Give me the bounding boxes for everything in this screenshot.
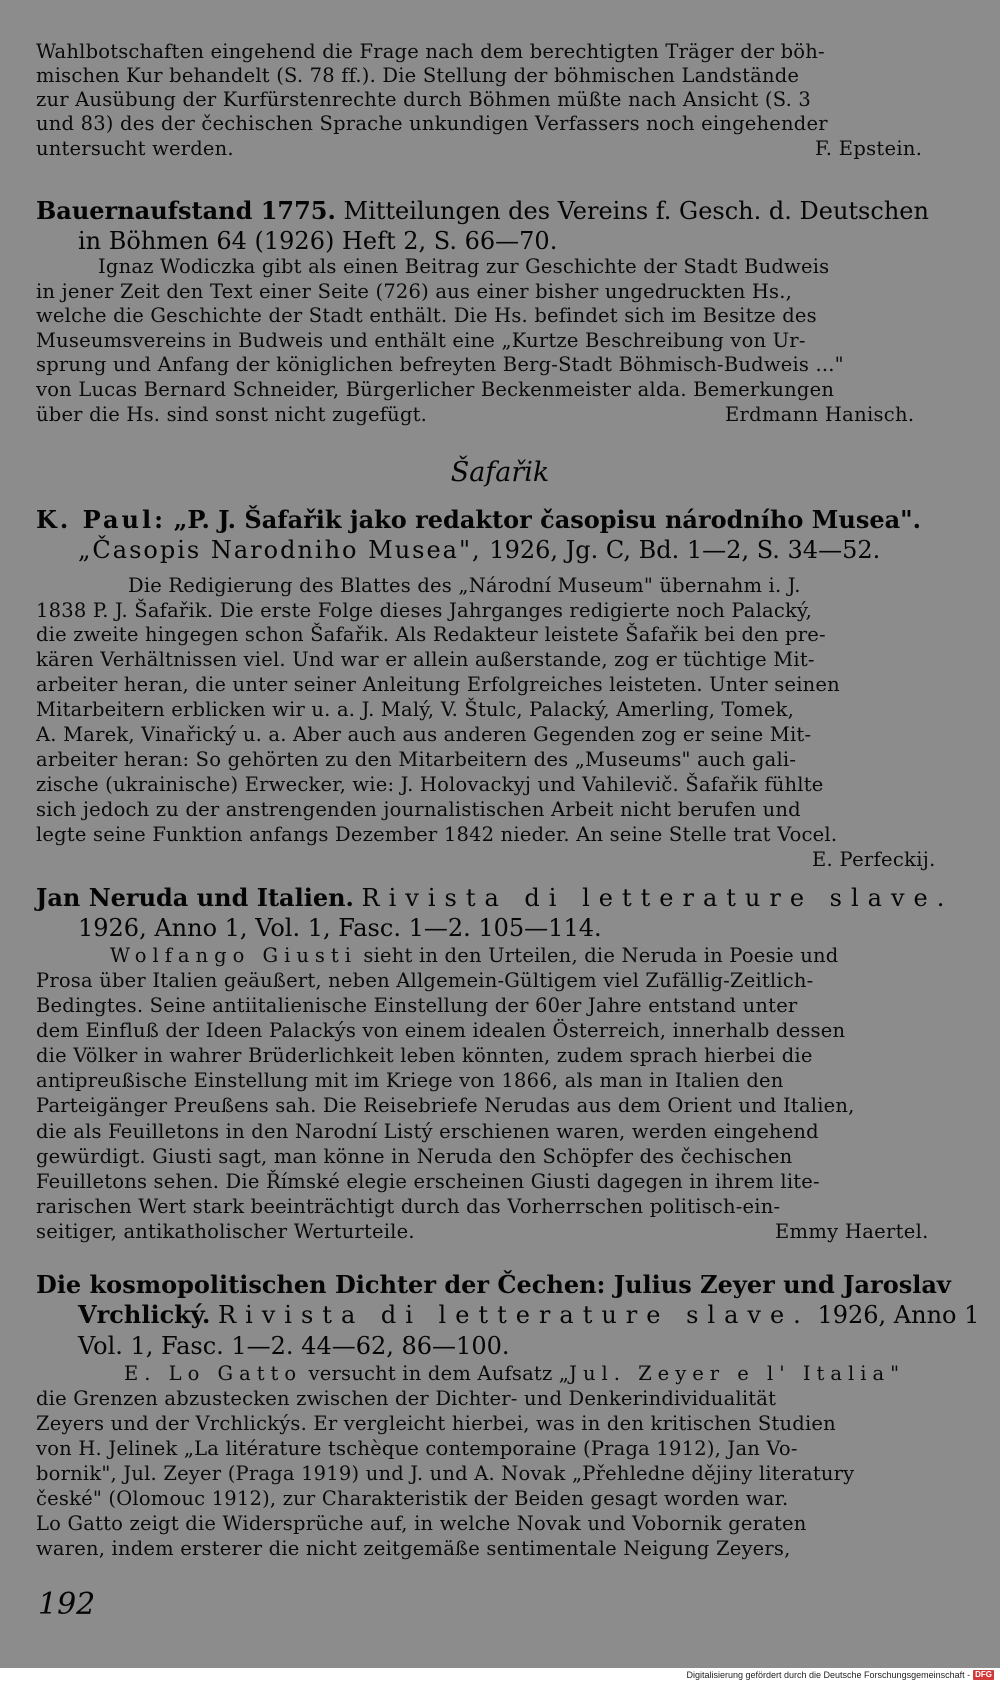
review1-line: Museumsvereins in Budweis und enthält eine „Kurtze Beschreibung von Ur-: [36, 329, 806, 352]
review4-source: Rivista di letterature slave.: [218, 1301, 810, 1329]
review1-line: über die Hs. sind sonst nicht zugefügt.: [36, 403, 428, 426]
review2-line: legte seine Funktion anfangs Dezember 1842 nieder. An seine Stelle trat Vocel.: [36, 823, 838, 846]
review3-signature: Emmy Haertel.: [775, 1220, 929, 1243]
review3-line: dem Einfluß der Ideen Palackýs von einem idealen Österreich, innerhalb dessen: [36, 1019, 846, 1042]
review1-line: Ignaz Wodiczka gibt als einen Beitrag zur Geschichte der Stadt Budweis: [98, 255, 830, 278]
review3-line: gewürdigt. Giusti sagt, man könne in Neruda den Schöpfer des čechischen: [36, 1145, 793, 1168]
review3-source: Rivista di letterature slave.: [361, 884, 954, 912]
review4-line: české" (Olomouc 1912), zur Charakteristik der Beiden gesagt worden war.: [36, 1487, 789, 1510]
review2-line: Die Redigierung des Blattes des „Národní Museum" übernahm i. J.: [128, 574, 801, 597]
review3-line: antipreußische Einstellung mit im Kriege von 1866, als man in Italien den: [36, 1069, 784, 1092]
review3-source-line2: 1926, Anno 1, Vol. 1, Fasc. 1—2. 105—114.: [78, 914, 602, 942]
review2-author: K. Paul:: [36, 505, 166, 534]
review2-line: die zweite hingegen schon Šafařik. Als Redakteur leistete Šafařik bei den pre-: [36, 623, 826, 646]
review4-line: von H. Jelinek „La litérature tschèque contemporaine (Praga 1912), Jan Vo-: [36, 1437, 798, 1460]
review4-article-title: Jul. Zeyer e l' Italia: [569, 1362, 891, 1385]
intro-signature: F. Epstein.: [815, 137, 923, 160]
review4-line: bornik", Jul. Zeyer (Praga 1919) und J. und A. Novak „Přehledne dějiny literatury: [36, 1462, 855, 1485]
page-number: 192: [38, 1587, 96, 1622]
review1-title: Bauernaufstand 1775.: [36, 196, 336, 225]
review2-source: „Časopis Narodniho Musea", 1926, Jg. C, Bd. 1—2, S. 34—52.: [78, 536, 881, 564]
review1-line: von Lucas Bernard Schneider, Bürgerlicher Beckenmeister alda. Bemerkungen: [36, 378, 835, 401]
review2-heading: [36, 505, 921, 535]
intro-line: untersucht werden.: [36, 137, 234, 160]
review3-line: Feuilletons sehen. Die Římské elegie erscheinen Giusti dagegen in ihrem lite-: [36, 1170, 820, 1193]
digitization-footer: [686, 1669, 994, 1681]
review4-line: waren, indem ersterer die nicht zeitgemäße sentimentale Neigung Zeyers,: [36, 1537, 791, 1560]
review2-title: „P. J. Šafařik jako redaktor časopisu národního Musea".: [173, 505, 922, 534]
review4-reviewed-author: E. Lo Gatto: [124, 1362, 303, 1385]
review3-line: die als Feuilletons in den Narodní Listý erschienen waren, werden eingehend: [36, 1120, 819, 1143]
review1-signature: Erdmann Hanisch.: [725, 403, 915, 426]
review2-line: sich jedoch zu der anstrengenden journalistischen Arbeit nicht berufen und: [36, 798, 801, 821]
review3-line: seitiger, antikatholischer Werturteile.: [36, 1220, 415, 1243]
section-title: Šafařik: [450, 457, 550, 488]
intro-line: Wahlbotschaften eingehend die Frage nach dem berechtigten Träger der böh-: [36, 40, 825, 63]
review1-source-line2: in Böhmen 64 (1926) Heft 2, S. 66—70.: [78, 227, 558, 255]
review2-line: zische (ukrainische) Erwecker, wie: J. Holovackyj und Vahilevič. Šafařik fühlte: [36, 773, 824, 796]
dfg-logo-icon: DFG: [975, 1670, 992, 1679]
review3-line: Parteigänger Preußens sah. Die Reisebriefe Nerudas aus dem Orient und Italien,: [36, 1094, 855, 1117]
review1-line: in jener Zeit den Text einer Seite (726) aus einer bisher ungedruckten Hs.,: [36, 280, 793, 303]
review2-line: A. Marek, Vinařický u. a. Aber auch aus anderen Gegenden zog er seine Mit-: [36, 723, 812, 746]
review1-line: welche die Geschichte der Stadt enthält. Die Hs. befindet sich im Besitze des: [36, 304, 817, 327]
review4-title: Die kosmopolitischen Dichter der Čechen: Julius Zeyer und Jaroslav: [36, 1270, 951, 1299]
review4-source-line3: Vol. 1, Fasc. 1—2. 44—62, 86—100.: [78, 1332, 510, 1360]
review3-line: Prosa über Italien geäußert, neben Allgemein-Gültigem viel Zufällig-Zeitlich-: [36, 969, 814, 992]
review1-source: Mitteilungen des Vereins f. Gesch. d. Deutschen: [343, 197, 929, 225]
review1-heading: [36, 196, 929, 226]
review2-line: Mitarbeitern erblicken wir u. a. J. Malý, V. Štulc, Palacký, Amerling, Tomek,: [36, 698, 795, 721]
review3-heading: [36, 883, 953, 913]
review2-line: kären Verhältnissen viel. Und war er allein außerstande, zog er tüchtige Mit-: [36, 648, 815, 671]
intro-line: zur Ausübung der Kurfürstenrechte durch Böhmen müßte nach Ansicht (S. 3: [36, 88, 812, 111]
review3-title: Jan Neruda und Italien.: [36, 883, 354, 912]
review2-line: arbeiter heran, die unter seiner Anleitung Erfolgreiches leisteten. Unter seinen: [36, 673, 840, 696]
review3-reviewed-author: Wolfango Giusti: [110, 944, 357, 967]
review3-first-line: Wolfango Giusti sieht in den Urteilen, die Neruda in Poesie und: [110, 944, 839, 967]
review4-heading-line2: Vrchlický. Rivista di letterature slave. 1926, Anno 1: [78, 1300, 980, 1329]
review4-line: die Grenzen abzustecken zwischen der Dichter- und Denkerindividualität: [36, 1387, 777, 1410]
intro-line: mischen Kur behandelt (S. 78 ff.). Die Stellung der böhmischen Landstände: [36, 64, 800, 87]
review2-line: 1838 P. J. Šafařik. Die erste Folge dieses Jahrganges redigierte noch Palacký,: [36, 599, 813, 622]
intro-line: und 83) des der čechischen Sprache unkundigen Verfassers noch eingehender: [36, 112, 828, 135]
review4-line: Lo Gatto zeigt die Widersprüche auf, in welche Novak und Vobornik geraten: [36, 1512, 807, 1535]
review1-line: sprung und Anfang der königlichen befreyten Berg-Stadt Böhmisch-Budweis ...": [36, 353, 844, 376]
footer-text: Digitalisierung gefördert durch die Deutsche Forschungsgemeinschaft -: [686, 1670, 971, 1680]
review3-line: rarischen Wert stark beeinträchtigt durch das Vorherrschen politisch-ein-: [36, 1195, 781, 1218]
review4-line: Zeyers und der Vrchlickýs. Er vergleicht hierbei, was in den kritischen Studien: [36, 1412, 836, 1435]
review4-first-line: E. Lo Gatto versucht in dem Aufsatz „Jul. Zeyer e l' Italia": [124, 1362, 900, 1385]
review2-signature: E. Perfeckij.: [812, 848, 936, 871]
review3-line: die Völker in wahrer Brüderlichkeit leben könnten, zudem sprach hierbei die: [36, 1044, 813, 1067]
review2-line: arbeiter heran: So gehörten zu den Mitarbeitern des „Museums" auch gali-: [36, 748, 797, 771]
review4-heading: [36, 1270, 951, 1300]
review3-line: Bedingtes. Seine antiitalienische Einstellung der 60er Jahre entstand unter: [36, 994, 798, 1017]
